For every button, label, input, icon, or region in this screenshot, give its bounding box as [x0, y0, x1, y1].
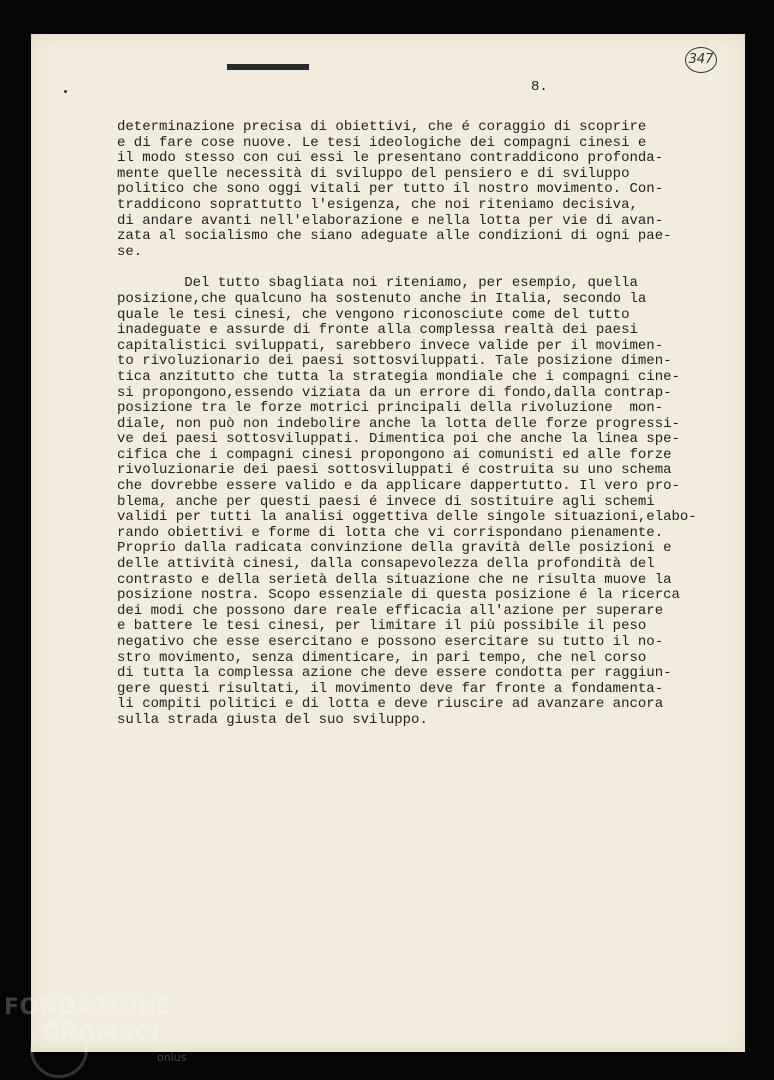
watermark-logo [4, 995, 173, 1047]
punch-dot [64, 90, 67, 93]
text-line: sulla strada giusta del suo sviluppo. [117, 711, 428, 728]
text-line: determinazione precisa di obiettivi, che é coraggio di scoprire [117, 119, 647, 135]
text-line: li compiti politici e di lotta e deve riuscire ad avanzare ancora [117, 696, 664, 713]
text-line: tica anzitutto che tutta la strategia mondiale che i compagni cine- [117, 368, 680, 385]
text-line: quale le tesi cinesi, che vengono riconosciute come del tutto [117, 306, 630, 323]
text-line: il modo stesso con cui essi le presentano contraddicono profonda- [117, 150, 664, 167]
body-text [117, 120, 717, 729]
top-tape-mark [227, 64, 309, 70]
text-line: gere questi risultati, il movimento deve far fronte a fondamenta- [117, 680, 664, 697]
text-line: blema, anche per questi paesi é invece di sostituire agli schemi [117, 493, 655, 510]
text-line: capitalistici sviluppati, sarebbero invece valide per il movimen- [117, 337, 664, 354]
text-line: rivoluzionarie dei paesi sottosviluppati é costruita su uno schema [117, 462, 672, 479]
text-line: posizione,che qualcuno ha sostenuto anche in Italia, secondo la [117, 290, 647, 307]
text-line: posizione nostra. Scopo essenziale di questa posizione é la ricerca [117, 587, 680, 604]
watermark-suffix: onlus [157, 1051, 187, 1064]
text-line: stro movimento, senza dimenticare, in pari tempo, che nel corso [117, 649, 647, 666]
archive-stamp-number: 347 [685, 47, 717, 73]
text-line: cifica che i compagni cinesi propongono ai comunisti ed alle forze [117, 446, 672, 463]
text-line: diale, non può non indebolire anche la lotta delle forze progressi- [117, 415, 680, 432]
paragraph-1 [117, 120, 717, 260]
text-line: che dovrebbe essere valido e da applicare dappertutto. Il vero pro- [117, 478, 680, 495]
text-line: si propongono,essendo viziata da un errore di fondo,dalla contrap- [117, 384, 672, 401]
text-line: ve dei paesi sottosviluppati. Dimentica poi che anche la linea spe- [117, 431, 680, 448]
text-line: contrasto e della serietà della situazione che ne risulta muove la [117, 571, 672, 588]
text-line: Proprio dalla radicata convinzione della gravità delle posizioni e [117, 540, 672, 557]
text-line: e battere le tesi cinesi, per limitare il più possibile il peso [117, 618, 647, 635]
paragraph-2 [117, 276, 717, 728]
text-line: to rivoluzionario dei paesi sottosviluppati. Tale posizione dimen- [117, 353, 672, 370]
text-line: delle attività cinesi, dalla consapevolezza della profondità del [117, 556, 655, 573]
watermark-line-1: FONDAZIONE [4, 995, 173, 1020]
text-line: rando obiettivi e forme di lotta che vi corrispondano pienamente. [117, 524, 664, 541]
text-line: politico che sono oggi vitali per tutto il nostro movimento. Con- [117, 181, 664, 198]
text-line: dei modi che possono dare reale efficacia all'azione per superare [117, 602, 664, 619]
text-line: inadeguate e assurde di fronte alla complessa realtà dei paesi [117, 322, 638, 339]
document-page [31, 34, 745, 1052]
text-line: di tutta la complessa azione che deve essere condotta per raggiun- [117, 665, 672, 682]
watermark-line-2: GRAMSCI [42, 1021, 160, 1046]
text-line: zata al socialismo che siano adeguate alle condizioni di ogni pae- [117, 228, 672, 245]
text-line: e di fare cose nuove. Le tesi ideologiche dei compagni cinesi e [117, 134, 647, 151]
text-line: validi per tutti la analisi oggettiva delle singole situazioni,elabo- [117, 509, 697, 526]
text-line: posizione tra le forze motrici principali della rivoluzione mon- [117, 400, 664, 417]
text-line: negativo che esse esercitano e possono esercitare su tutto il no- [117, 634, 664, 650]
text-line: traddicono soprattutto l'esigenza, che noi riteniamo decisiva, [117, 196, 638, 213]
text-line: se. [117, 243, 143, 260]
text-line: di andare avanti nell'elaborazione e nella lotta per vie di avan- [117, 212, 664, 229]
page-number: 8. [531, 79, 548, 95]
text-line: mente quelle necessità di sviluppo del pensiero e di sviluppo [117, 165, 630, 182]
text-line: Del tutto sbagliata noi riteniamo, per esempio, quella [117, 275, 638, 292]
